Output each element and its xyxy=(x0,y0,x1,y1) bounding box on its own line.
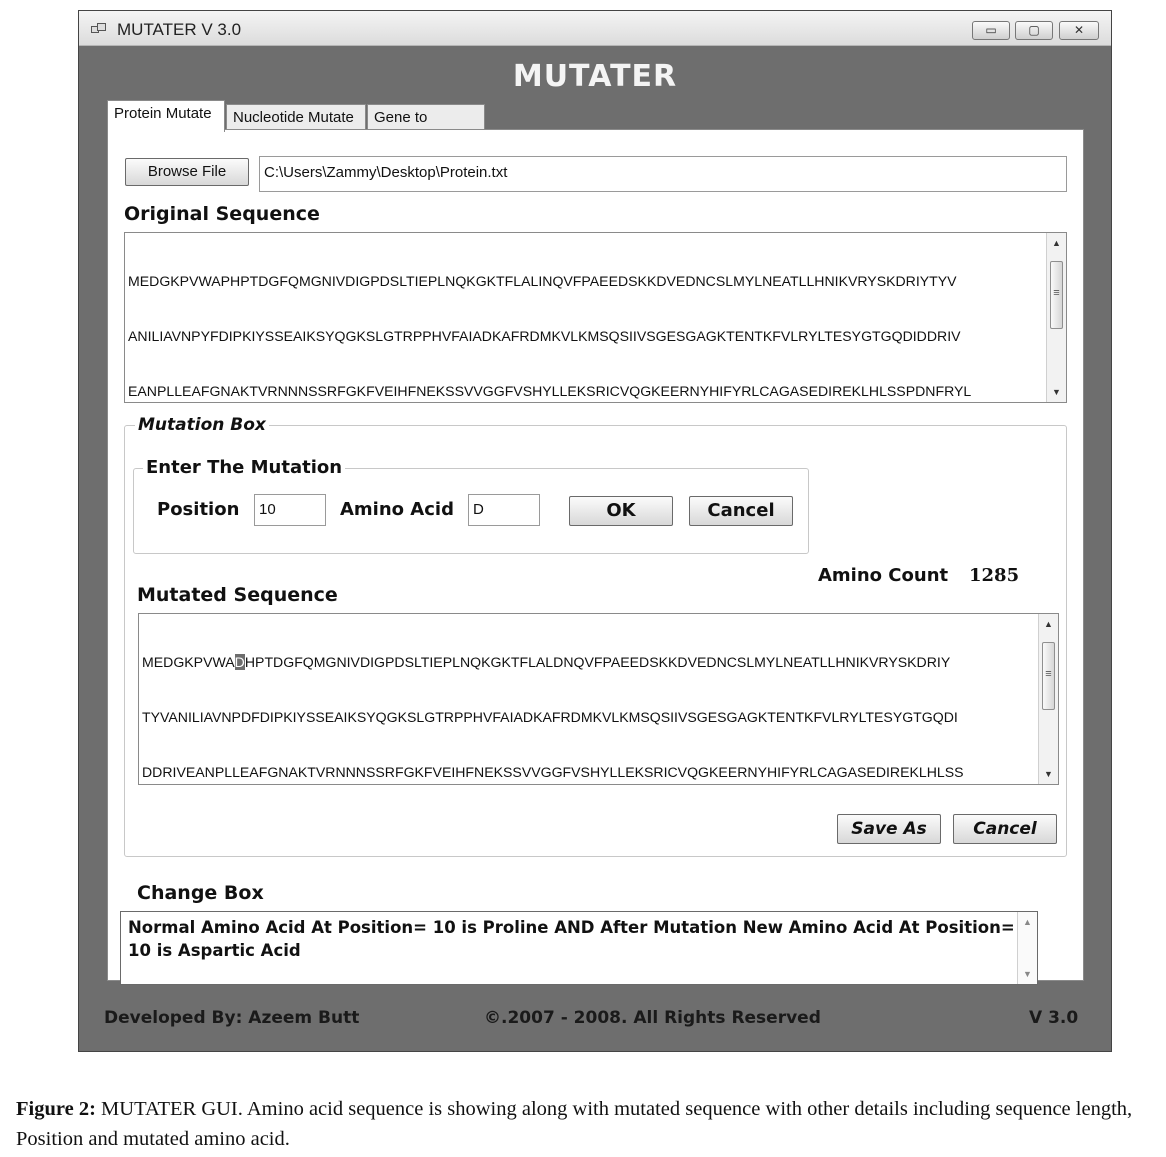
sequence-line xyxy=(142,653,1036,671)
original-sequence-text xyxy=(128,235,1044,403)
amino-acid-label: Amino Acid xyxy=(340,499,454,520)
copyright-text: ©.2007 - 2008. All Rights Reserved xyxy=(484,1008,821,1028)
original-sequence-box[interactable] xyxy=(124,232,1067,403)
app-icon xyxy=(91,23,105,33)
caption-text: MUTATER GUI. Amino acid sequence is showing along with mutated sequence with other details including sequence length, Position and mutated amino acid. xyxy=(16,1098,1133,1150)
amino-count-label: Amino Count xyxy=(818,565,949,586)
sequence-line: TYVANILIAVNPDFDIPKIYSSEAIKSYQGKSLGTRPPHVFAIADKAFRDMKVLKMSQSIIVSGESGAGKTENTKFVLRYLTESYGTGQDI xyxy=(142,709,958,726)
original-sequence-label: Original Sequence xyxy=(124,203,320,225)
enter-mutation-group xyxy=(133,457,809,554)
change-line: Normal Amino Acid At Position= 10 is Proline AND After Mutation New Amino Acid At Position= xyxy=(128,918,1015,937)
tab-gene-to-protein[interactable]: Gene to xyxy=(367,104,485,132)
amino-acid-input[interactable]: D xyxy=(468,494,540,526)
mutated-sequence-text xyxy=(142,616,1036,785)
mutation-box-group xyxy=(124,415,1067,857)
enter-mutation-title: Enter The Mutation xyxy=(143,457,345,478)
sequence-segment: MEDGKPVWA xyxy=(142,653,235,670)
amino-count-value: 1285 xyxy=(969,565,1020,586)
developer-credit: Developed By: Azeem Butt xyxy=(104,1008,360,1028)
mutater-window xyxy=(78,10,1112,1052)
caption-label: Figure 2: xyxy=(16,1098,96,1120)
maximize-button[interactable]: ▢ xyxy=(1015,21,1053,40)
sequence-segment: HPTDGFQMGNIVDIGPDSLTIEPLNQKGKTFLALDNQVFPAEEDSKKDVEDNCSLMYLNEATLLHNIKVRYSKDRIY xyxy=(244,653,951,670)
mutated-sequence-box[interactable] xyxy=(138,613,1059,785)
position-input[interactable]: 10 xyxy=(254,494,326,526)
browse-file-button[interactable]: Browse File xyxy=(125,158,249,186)
scroll-thumb[interactable] xyxy=(1042,642,1055,710)
app-banner: MUTATER xyxy=(512,59,678,94)
change-line: 10 is Aspartic Acid xyxy=(128,941,301,960)
sequence-line: EANPLLEAFGNAKTVRNNNSSRFGKFVEIHFNEKSSVVGGFVSHYLLEKSRICVQGKEERNYHIFYRLCAGASEDIREKLHLSSPDNFRYL xyxy=(128,383,972,400)
scroll-down-icon[interactable]: ▼ xyxy=(1052,387,1061,397)
original-scrollbar[interactable] xyxy=(1046,233,1066,402)
scroll-up-icon[interactable]: ▲ xyxy=(1023,917,1032,927)
ok-button[interactable]: OK xyxy=(569,496,673,526)
mutation-box-title: Mutation Box xyxy=(135,415,269,435)
title-bar[interactable] xyxy=(79,11,1111,46)
mutated-sequence-label: Mutated Sequence xyxy=(137,584,338,606)
change-box-scrollbar[interactable] xyxy=(1017,912,1037,984)
scroll-thumb[interactable] xyxy=(1050,261,1063,329)
protein-mutate-panel xyxy=(107,129,1084,981)
cancel-mutation-button[interactable]: Cancel xyxy=(689,496,793,526)
scroll-up-icon[interactable]: ▲ xyxy=(1052,238,1061,248)
sequence-line: DDRIVEANPLLEAFGNAKTVRNNNSSRFGKFVEIHFNEKSSVVGGFVSHYLLEKSRICVQGKEERNYHIFYRLCAGASEDIREKLHLSS xyxy=(142,764,964,781)
scroll-down-icon[interactable]: ▼ xyxy=(1044,769,1053,779)
close-button[interactable]: ✕ xyxy=(1059,21,1099,40)
figure-caption xyxy=(16,1094,1156,1154)
sequence-line: ANILIAVNPYFDIPKIYSSEAIKSYQGKSLGTRPPHVFAIADKAFRDMKVLKMSQSIIVSGESGAGKTENTKFVLRYLTESYGTGQDIDDRIV xyxy=(128,328,961,345)
sequence-line: MEDGKPVWAPHPTDGFQMGNIVDIGPDSLTIEPLNQKGKTFLALINQVFPAEEDSKKDVEDNCSLMYLNEATLLHNIKVRYSKDRIYTYV xyxy=(128,272,957,289)
scroll-down-icon[interactable]: ▼ xyxy=(1023,969,1032,979)
window-title: MUTATER V 3.0 xyxy=(117,20,242,39)
tab-protein-mutate[interactable]: Protein Mutate xyxy=(107,100,225,132)
mutated-residue-highlight: D xyxy=(234,653,245,670)
cancel-save-button[interactable]: Cancel xyxy=(953,814,1057,844)
file-path-field[interactable]: C:\Users\Zammy\Desktop\Protein.txt xyxy=(259,156,1067,192)
save-as-button[interactable]: Save As xyxy=(837,814,941,844)
scroll-up-icon[interactable]: ▲ xyxy=(1044,619,1053,629)
change-box-label: Change Box xyxy=(137,882,264,904)
minimize-button[interactable]: ▭ xyxy=(972,21,1010,40)
mutated-scrollbar[interactable] xyxy=(1038,614,1058,784)
change-box-content xyxy=(128,916,1015,962)
version-text: V 3.0 xyxy=(1029,1008,1079,1028)
change-box-text[interactable] xyxy=(120,911,1038,985)
tab-nucleotide-mutate[interactable]: Nucleotide Mutate xyxy=(226,104,366,132)
position-label: Position xyxy=(157,499,240,520)
